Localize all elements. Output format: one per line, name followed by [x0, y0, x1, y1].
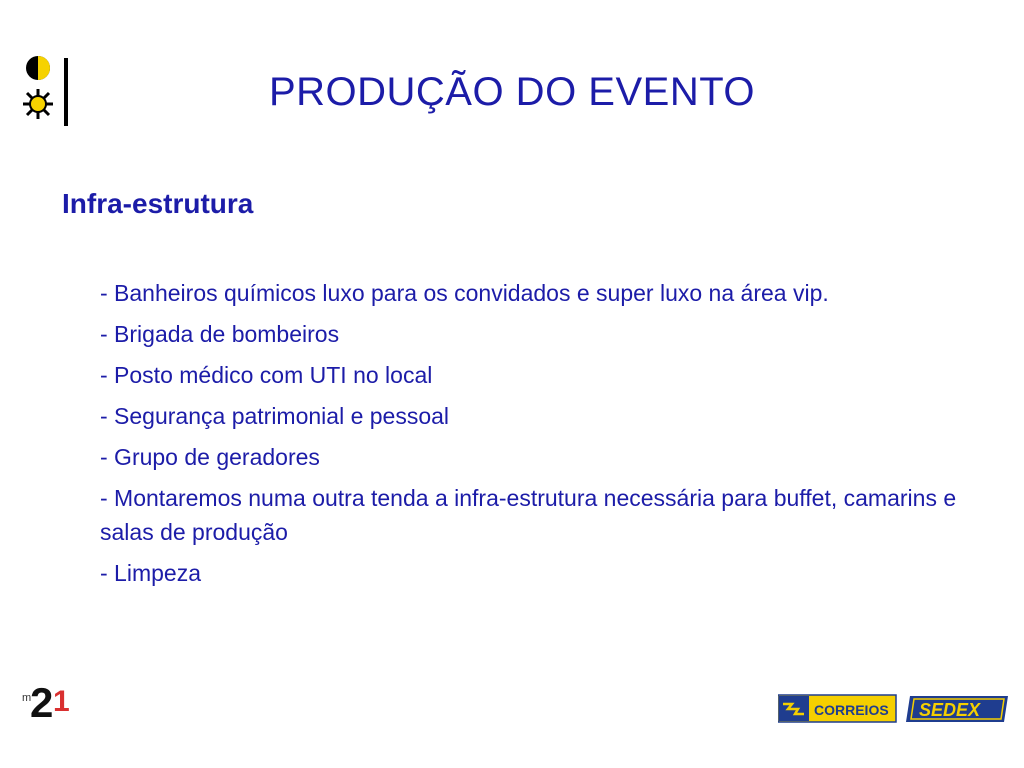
bullet-item: - Posto médico com UTI no local	[100, 362, 433, 388]
bullet-list	[100, 276, 970, 597]
bullet-item: - Limpeza	[100, 560, 201, 586]
section-heading: Infra-estrutura	[62, 188, 254, 219]
bullet-item: - Grupo de geradores	[100, 444, 320, 470]
correios-logo	[778, 695, 896, 722]
m21-logo	[22, 675, 74, 721]
svg-text:1: 1	[53, 685, 70, 718]
slide-title: PRODUÇÃO DO EVENTO	[268, 70, 756, 114]
sedex-logo	[906, 696, 1008, 722]
bullet-item: - Segurança patrimonial e pessoal	[100, 403, 450, 429]
svg-text:2: 2	[30, 679, 54, 721]
correios-logo-text: CORREIOS	[814, 702, 889, 718]
m21-logo-m: m	[22, 692, 32, 704]
bullet-item: - Banheiros químicos luxo para os convidados e super luxo na área vip.	[100, 280, 829, 306]
bullet-item: - Montaremos numa outra tenda a infra-estrutura necessária para buffet, camarins e salas de produção	[100, 485, 957, 545]
partner-logos	[778, 694, 1008, 724]
sedex-logo-text: SEDEX	[919, 700, 981, 720]
bullet-item: - Brigada de bombeiros	[100, 321, 340, 347]
